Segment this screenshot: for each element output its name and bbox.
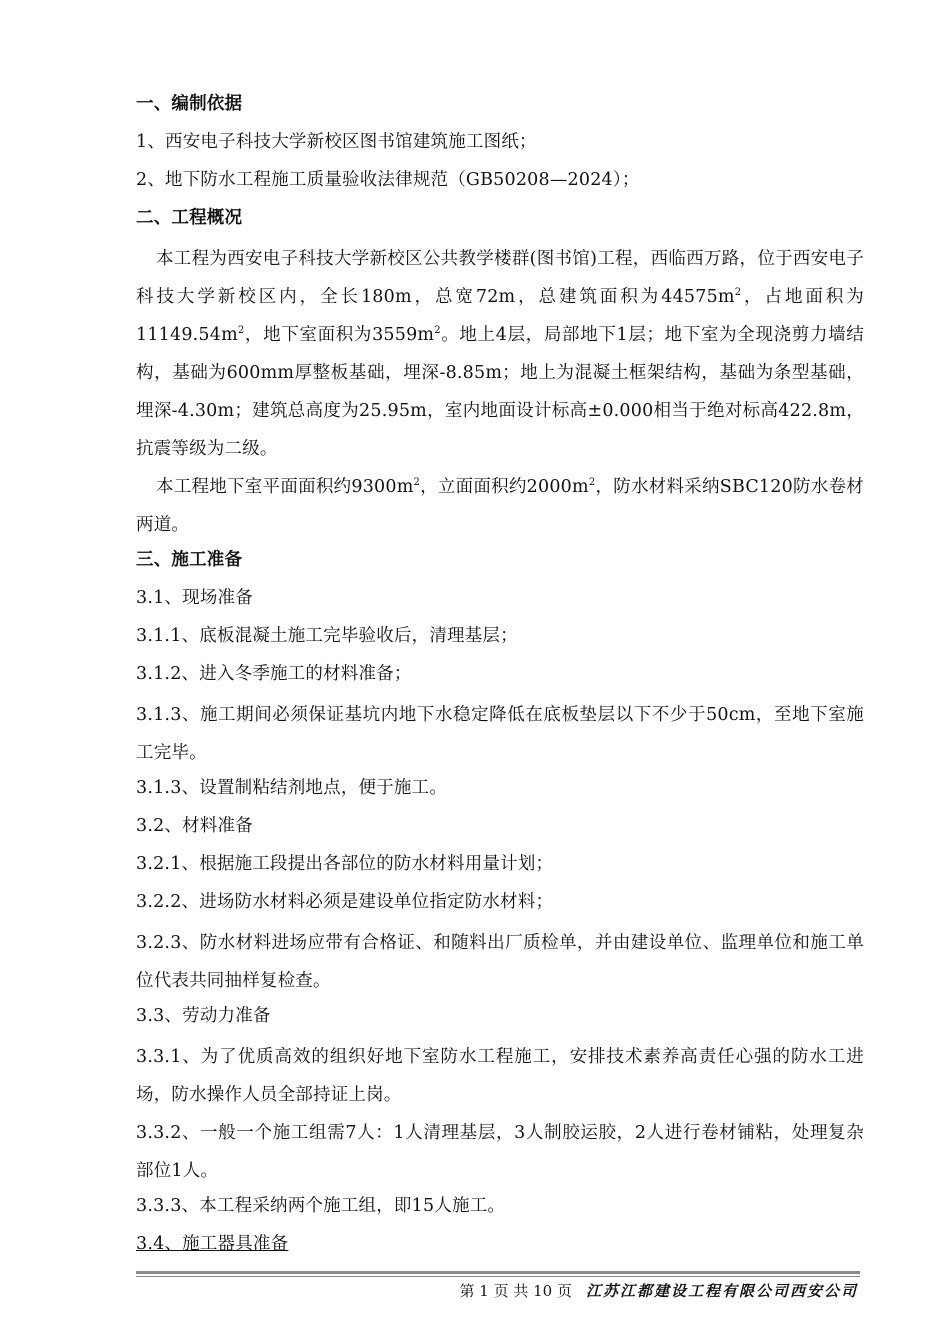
overview-text: 本工程地下室平面面积约9300m bbox=[156, 477, 414, 497]
basis-item-2: 2、地下防水工程施工质量验收法律规范（GB50208—2024）； bbox=[136, 170, 640, 190]
section-heading-preparation: 三、施工准备 bbox=[136, 550, 243, 570]
basis-item-1: 1、西安电子科技大学新校区图书馆建筑施工图纸； bbox=[136, 132, 537, 152]
overview-text: ，地下室面积为3559m bbox=[244, 325, 435, 345]
superscript: 2 bbox=[734, 287, 742, 299]
page-footer bbox=[460, 1280, 859, 1302]
item-3-1-2: 3.1.2、进入冬季施工的材料准备； bbox=[136, 664, 412, 684]
superscript: 2 bbox=[413, 477, 421, 489]
item-3-1-1: 3.1.1、底板混凝土施工完毕验收后，清理基层； bbox=[136, 626, 518, 646]
item-3-1-3-b: 3.1.3、设置制粘结剂地点，便于施工。 bbox=[136, 778, 448, 798]
superscript: 2 bbox=[588, 477, 596, 489]
section-heading-overview: 二、工程概况 bbox=[136, 208, 243, 228]
page-number: 第 1 页 共 10 页 bbox=[459, 1282, 572, 1300]
overview-text: ，立面面积约2000m bbox=[420, 477, 589, 497]
item-3-2-2: 3.2.2、进场防水材料必须是建设单位指定防水材料； bbox=[136, 892, 554, 912]
item-3-1-3-a: 3.1.3、施工期间必须保证基坑内地下水稳定降低在底板垫层以下不少于50cm，至地下室施工完毕。 bbox=[136, 705, 864, 763]
overview-text: 。地上4层，局部地下1层；地下室为全现浇剪力墙结构，基础为600mm厚整板基础，埋深-8.85m；地上为混凝土框架结构，基础为条型基础，埋深-4.30m；建筑总高度为25.95m，室内地面设计标高±0.000相当于绝对标高422.8m，抗震等级为二级。 bbox=[136, 325, 864, 459]
footer-rule-thin bbox=[136, 1276, 860, 1277]
overview-text: 本工程为西安电子科技大学新校区公共教学楼群(图书馆)工程，西临西万路，位于西安电子科技大学新校区内，全长180m，总宽72m，总建筑面积为44575m bbox=[136, 249, 864, 307]
overview-paragraph-1 bbox=[136, 240, 864, 468]
overview-text: ，防水材料采纳SBC120防水卷材两道。 bbox=[136, 477, 864, 535]
superscript: 2 bbox=[434, 325, 441, 337]
subsection-site-preparation: 3.1、现场准备 bbox=[136, 588, 253, 608]
item-3-3-1: 3.3.1、为了优质高效的组织好地下室防水工程施工，安排技术素养高责任心强的防水工进场，防水操作人员全部持证上岗。 bbox=[136, 1047, 864, 1105]
company-name: 江苏江都建设工程有限公司西安公司 bbox=[585, 1282, 858, 1300]
item-3-3-3: 3.3.3、本工程采纳两个施工组，即15人施工。 bbox=[136, 1196, 506, 1216]
item-3-2-3: 3.2.3、防水材料进场应带有合格证、和随料出厂质检单，并由建设单位、监理单位和施工单位代表共同抽样复检查。 bbox=[136, 933, 864, 991]
section-heading-basis: 一、编制依据 bbox=[136, 94, 243, 114]
footer-rule-thick bbox=[136, 1271, 860, 1274]
superscript: 2 bbox=[237, 325, 245, 337]
document-body bbox=[136, 88, 864, 1266]
item-3-3-2: 3.3.2、一般一个施工组需7人：1人清理基层，3人制胶运胶，2人进行卷材铺粘，处理复杂部位1人。 bbox=[136, 1123, 864, 1181]
overview-paragraph-2 bbox=[136, 468, 864, 544]
overview-text: ，占地面积为11149.54m bbox=[136, 287, 865, 345]
subsection-labor-preparation: 3.3、劳动力准备 bbox=[136, 1006, 271, 1026]
subsection-tool-preparation: 3.4、施工器具准备 bbox=[136, 1234, 289, 1254]
item-3-2-1: 3.2.1、根据施工段提出各部位的防水材料用量计划； bbox=[136, 854, 554, 874]
subsection-material-preparation: 3.2、材料准备 bbox=[136, 816, 253, 836]
